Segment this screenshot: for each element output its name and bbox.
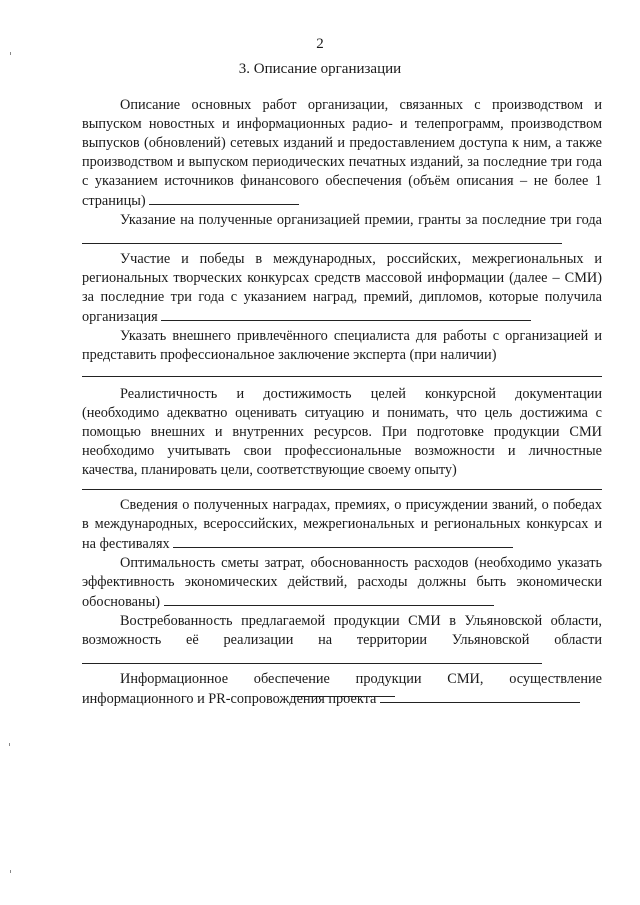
received-awards-text: Сведения о полученных наградах, премиях, о присуждении званий, о победах в международных, всероссийских, межрегиональных и региональных конкурсах и на фестивалях [82, 497, 602, 552]
awards-grants-item [82, 211, 602, 250]
activity-description-text: Описание основных работ организации, связанных с производством и выпуском новостных и информационных радио- и телепрограмм, производством выпусков (обновлений) сетевых изданий и предоставлением доступа к ним, а также производством и выпуском периодических печатных изданий, за последние три года с указанием источников финансового обеспечения (объём описания – не более 1 страницы) [82, 97, 602, 209]
scan-speck [9, 743, 10, 746]
info-support-text: Информационное обеспечение продукции СМИ, осуществление информационного и PR-сопровождения проекта [82, 671, 602, 707]
external-expert-item [82, 327, 602, 365]
info-support-item [82, 670, 602, 709]
scan-speck [10, 52, 11, 55]
awards-grants-field[interactable] [82, 230, 562, 244]
budget-optimality-item [82, 554, 602, 612]
section-title: 3. Описание организации [238, 61, 402, 77]
contests-participation-item [82, 250, 602, 327]
product-demand-field[interactable] [82, 650, 542, 664]
budget-optimality-text: Оптимальность сметы затрат, обоснованность расходов (необходимо указать эффективность экономических действий, расходы должны быть экономически обоснованы) [82, 555, 602, 610]
goals-realism-text: Реалистичность и достижимость целей конкурсной документации (необходимо адекватно оценивать ситуацию и понимать, что цель достижима с помощью внешних и внутренних ресурсов. При подготовке продукции СМИ необходимо учитывать свои профессиональные возможности и личностные качества, планировать цели, соответствующие своему опыту) [82, 386, 602, 478]
contests-participation-text: Участие и победы в международных, российских, межрегиональных и региональных творческих конкурсах средств массовой информации (далее – СМИ) за последние три года с указанием наград, премий, дипломов, которые получила организация [82, 251, 602, 325]
goals-realism-item [82, 385, 602, 480]
external-expert-text: Указать внешнего привлечённого специалиста для работы с организацией и представить профессиональное заключение эксперта (при наличии) [82, 328, 602, 363]
page-number: 2 [316, 36, 324, 52]
scan-speck [10, 870, 11, 873]
activity-description-field[interactable] [149, 191, 299, 205]
info-support-field[interactable] [380, 689, 580, 703]
goals-realism-field[interactable] [82, 488, 602, 490]
external-expert-field[interactable] [82, 375, 602, 377]
awards-grants-text: Указание на полученные организацией премии, гранты за последние три года [120, 212, 602, 228]
budget-optimality-field[interactable] [164, 592, 494, 606]
activity-description-item [82, 96, 602, 211]
contests-participation-field[interactable] [161, 307, 531, 321]
product-demand-text: Востребованность предлагаемой продукции СМИ в Ульяновской области, возможность её реализации на территории Ульяновской области [82, 613, 602, 648]
product-demand-item [82, 612, 602, 670]
end-of-section-divider [291, 695, 395, 697]
form-body [82, 90, 602, 709]
received-awards-item [82, 496, 602, 554]
received-awards-field[interactable] [173, 534, 513, 548]
